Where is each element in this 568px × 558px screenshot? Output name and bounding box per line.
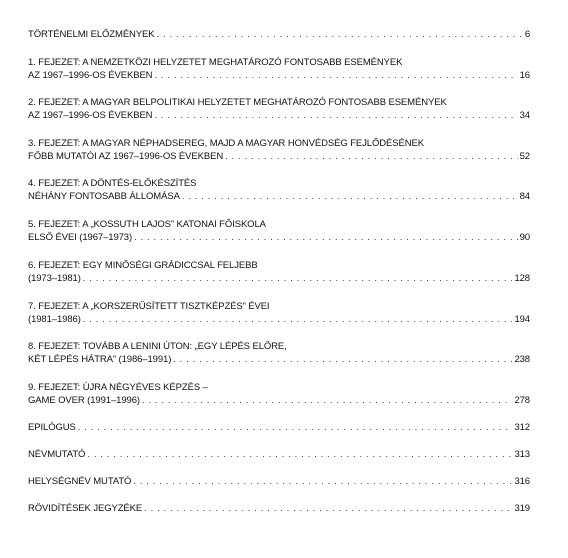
toc-title: 2. FEJEZET: A MAGYAR BELPOLITIKAI HELYZETET MEGHATÁROZÓ FONTOSABB ESEMÉNYEK xyxy=(28,97,447,108)
toc-entry[interactable] xyxy=(28,56,530,82)
dot-leader xyxy=(78,421,513,434)
page-number: 6 xyxy=(524,29,530,40)
toc-title: ELSŐ ÉVEI (1967–1973) xyxy=(28,232,133,243)
dot-leader xyxy=(87,448,512,461)
toc-title: 4. FEJEZET: A DÖNTÉS-ELŐKÉSZÍTÉS xyxy=(28,178,197,189)
toc-line xyxy=(28,313,530,326)
toc-line xyxy=(28,96,530,109)
page-number: 278 xyxy=(514,395,530,406)
toc-title: (1981–1986) xyxy=(28,314,81,325)
toc-line xyxy=(28,502,530,515)
toc-line xyxy=(28,150,530,163)
dot-leader xyxy=(225,150,518,163)
toc-entry[interactable] xyxy=(28,259,530,285)
toc-line xyxy=(28,448,530,461)
toc-entry[interactable] xyxy=(28,218,530,244)
dot-leader xyxy=(154,69,517,82)
toc-line xyxy=(28,137,530,150)
page-number: 319 xyxy=(514,503,530,514)
dot-leader xyxy=(173,353,512,366)
toc-line xyxy=(28,218,530,231)
toc-title: 7. FEJEZET: A „KORSZERŰSÍTETT TISZTKÉPZÉS” ÉVEI xyxy=(28,301,270,312)
dot-leader xyxy=(154,109,517,122)
page-number: 238 xyxy=(514,354,530,365)
page-number: 312 xyxy=(514,422,530,433)
toc-line xyxy=(28,28,530,41)
toc-title: 9. FEJEZET: ÚJRA NÉGYÉVES KÉPZÉS – xyxy=(28,382,208,393)
toc-title: AZ 1967–1996-OS ÉVEKBEN xyxy=(28,70,153,81)
dot-leader xyxy=(133,475,512,488)
toc-title: (1973–1981) xyxy=(28,273,81,284)
toc-title: 5. FEJEZET: A „KOSSUTH LAJOS” KATONAI FŐISKOLA xyxy=(28,219,266,230)
toc-title: KÉT LÉPÉS HÁTRA” (1986–1991) xyxy=(28,354,172,365)
toc-line xyxy=(28,340,530,353)
dot-leader xyxy=(144,502,512,515)
page-number: 316 xyxy=(514,476,530,487)
page-number: 90 xyxy=(519,232,530,243)
page-number: 16 xyxy=(519,70,530,81)
toc-title: AZ 1967–1996-OS ÉVEKBEN xyxy=(28,110,153,121)
toc-line xyxy=(28,69,530,82)
toc-line xyxy=(28,177,530,190)
toc-title: 8. FEJEZET: TOVÁBB A LENINI ÚTON: „EGY LÉPÉS ELŐRE, xyxy=(28,341,287,352)
toc-title: NÉHÁNY FONTOSABB ÁLLOMÁSA xyxy=(28,191,180,202)
toc-entry[interactable] xyxy=(28,502,530,515)
toc-line xyxy=(28,421,530,434)
toc-title: HELYSÉGNÉV MUTATÓ xyxy=(28,476,132,487)
toc-line xyxy=(28,381,530,394)
dot-leader xyxy=(83,313,513,326)
toc-entry[interactable] xyxy=(28,28,530,41)
toc-line xyxy=(28,231,530,244)
dot-leader xyxy=(157,28,523,41)
toc-entry[interactable] xyxy=(28,448,530,461)
toc-title: 1. FEJEZET: A NEMZETKÖZI HELYZETET MEGHATÁROZÓ FONTOSABB ESEMÉNYEK xyxy=(28,57,403,68)
toc-entry[interactable] xyxy=(28,137,530,163)
dot-leader xyxy=(182,190,518,203)
page-number: 194 xyxy=(514,314,530,325)
toc-entry[interactable] xyxy=(28,177,530,203)
toc-line xyxy=(28,353,530,366)
toc-line xyxy=(28,56,530,69)
toc-line xyxy=(28,475,530,488)
toc-entry[interactable] xyxy=(28,421,530,434)
page-number: 128 xyxy=(514,273,530,284)
toc-line xyxy=(28,259,530,272)
toc-title: FŐBB MUTATÓI AZ 1967–1996-OS ÉVEKBEN xyxy=(28,151,224,162)
toc-title: RÖVIDÍTÉSEK JEGYZÉKE xyxy=(28,503,143,514)
page-number: 34 xyxy=(519,110,530,121)
dot-leader xyxy=(83,272,513,285)
page-number: 313 xyxy=(514,449,530,460)
toc-title: NÉVMUTATÓ xyxy=(28,449,86,460)
toc-entry[interactable] xyxy=(28,475,530,488)
toc-line xyxy=(28,300,530,313)
dot-leader xyxy=(142,394,512,407)
toc-entry[interactable] xyxy=(28,96,530,122)
page-number: 52 xyxy=(519,151,530,162)
toc-entry[interactable] xyxy=(28,300,530,326)
toc-line xyxy=(28,272,530,285)
toc-line xyxy=(28,394,530,407)
toc-title: TÖRTÉNELMI ELŐZMÉNYEK xyxy=(28,29,155,40)
page-number: 84 xyxy=(519,191,530,202)
toc-title: GAME OVER (1991–1996) xyxy=(28,395,140,406)
toc-title: 3. FEJEZET: A MAGYAR NÉPHADSEREG, MAJD A MAGYAR HONVÉDSÉG FEJLŐDÉSÉNEK xyxy=(28,138,424,149)
toc-title: EPILÓGUS xyxy=(28,422,76,433)
toc-entry[interactable] xyxy=(28,340,530,366)
toc-line xyxy=(28,190,530,203)
toc-line xyxy=(28,109,530,122)
dot-leader xyxy=(134,231,518,244)
toc-entry[interactable] xyxy=(28,381,530,407)
toc-title: 6. FEJEZET: EGY MINŐSÉGI GRÁDICCSAL FELJEBB xyxy=(28,260,258,271)
